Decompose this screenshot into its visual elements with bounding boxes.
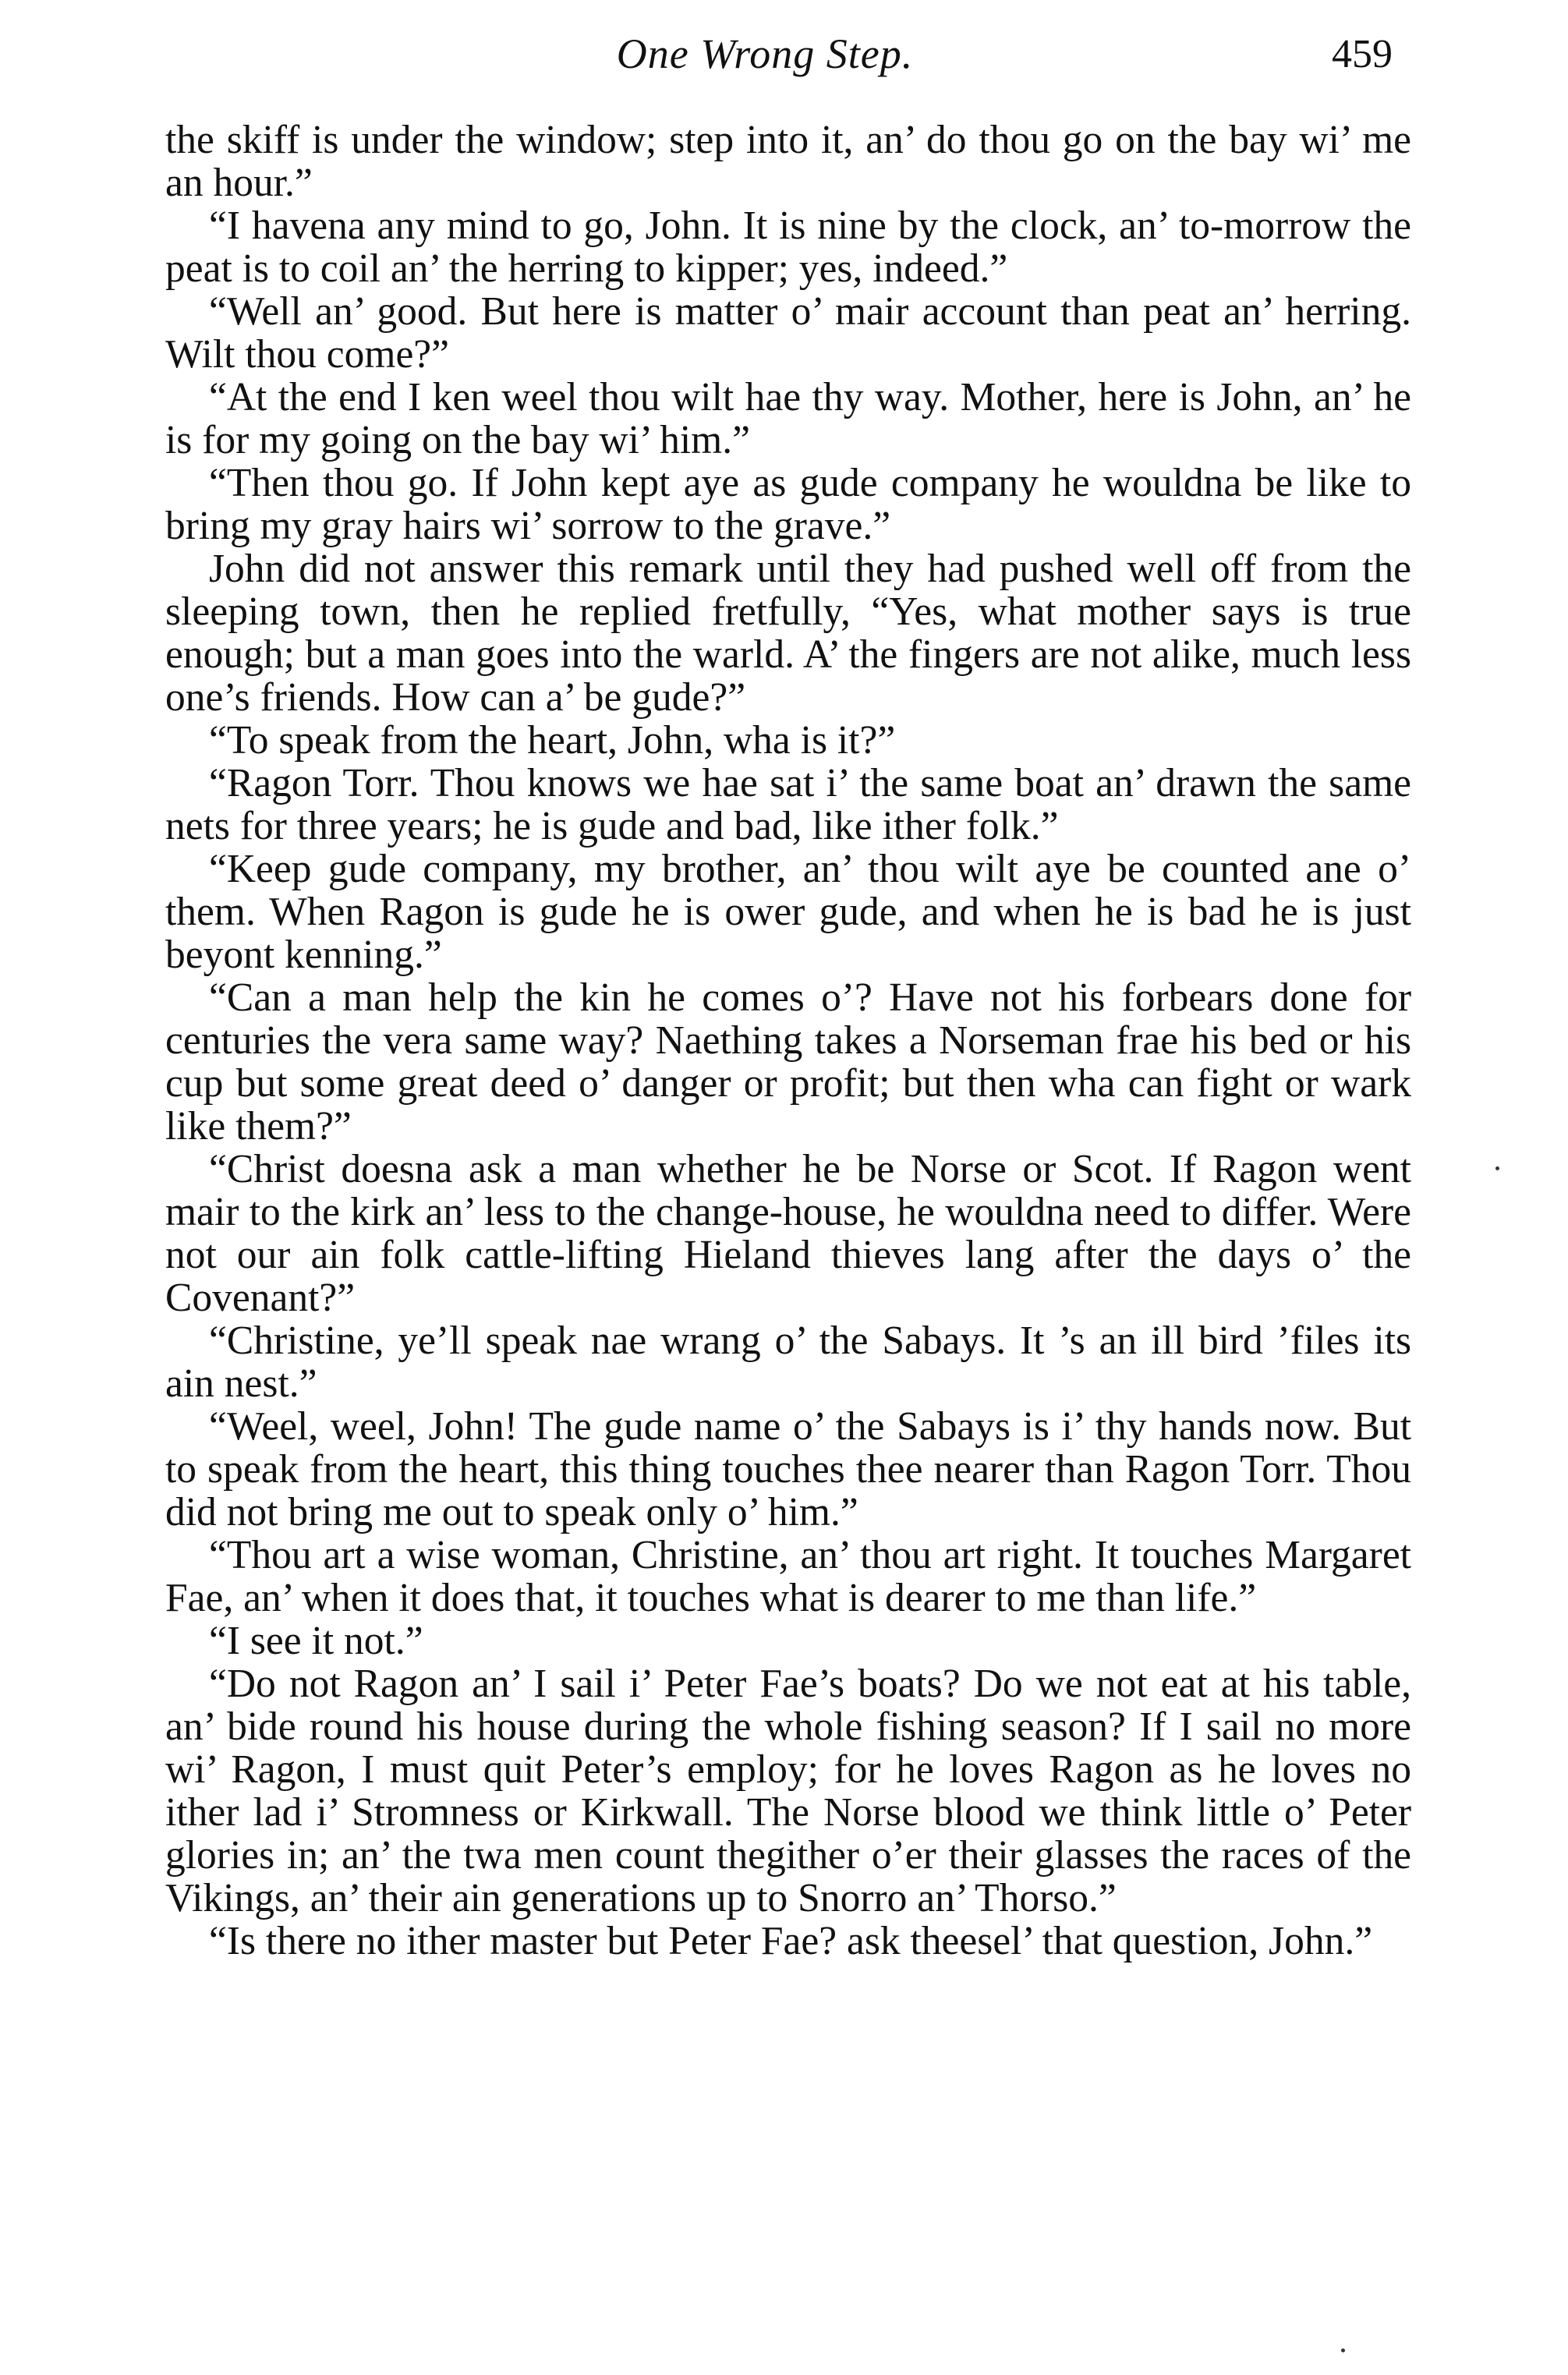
paragraph: “Christ doesna ask a man whether he be Norse or Scot. If Ragon went mair to the kirk an’ less to the change-house, he wouldna need to differ. Were not our ain folk cattle-lifting Hieland thieves lang after the days o’ the Covenant?” (165, 1147, 1411, 1320)
paragraph: “To speak from the heart, John, wha is it?” (209, 718, 896, 763)
stray-mark (1341, 2348, 1345, 2352)
page-number: 459 (1332, 32, 1393, 76)
paragraph: “I see it not.” (209, 1619, 423, 1663)
paragraph: “Then thou go. If John kept aye as gude company he wouldna be like to bring my gray hairs wi’ sorrow to the grave.” (165, 461, 1411, 548)
body-text (165, 119, 1411, 1963)
paragraph: “Do not Ragon an’ I sail i’ Peter Fae’s boats? Do we not eat at his table, an’ bide round his house during the whole fishing season? If I sail no more wi’ Ragon, I must quit Peter’s employ; for he loves Ragon as he loves no ither lad i’ Stromness or Kirkwall. The Norse blood we think little o’ Peter glories in; an’ the twa men count thegither o’er their glasses the races of the Vikings, an’ their ain generations up to Snorro an’ Thorso.” (165, 1662, 1411, 1920)
paragraph: the skiff is under the window; step into it, an’ do thou go on the bay wi’ me an hour.” (165, 118, 1411, 205)
paragraph: “Weel, weel, John! The gude name o’ the Sabays is i’ thy hands now. But to speak from the heart, this thing touches thee nearer than Ragon Torr. Thou did not bring me out to speak only o’ him.” (165, 1404, 1411, 1534)
paragraph: “Well an’ good. But here is matter o’ mair account than peat an’ herring. Wilt thou come?” (165, 289, 1411, 377)
running-title: One Wrong Step. (616, 30, 914, 77)
paragraph: “Keep gude company, my brother, an’ thou wilt aye be counted ane o’ them. When Ragon is gude he is ower gude, and when he is bad he is just beyont kenning.” (165, 847, 1411, 977)
paragraph: “Ragon Torr. Thou knows we hae sat i’ the same boat an’ drawn the same nets for three years; he is gude and bad, like ither folk.” (165, 761, 1411, 848)
paragraph: “At the end I ken weel thou wilt hae thy way. Mother, here is John, an’ he is for my going on the bay wi’ him.” (165, 375, 1411, 462)
paragraph: “I havena any mind to go, John. It is nine by the clock, an’ to-morrow the peat is to coil an’ the herring to kipper; yes, indeed.” (165, 204, 1411, 291)
stray-mark (1495, 1166, 1499, 1170)
paragraph: “Christine, ye’ll speak nae wrang o’ the Sabays. It ’s an ill bird ’files its ain nest.” (165, 1318, 1411, 1406)
paragraph: “Is there no ither master but Peter Fae? ask theesel’ that question, John.” (209, 1919, 1373, 1963)
paragraph: “Can a man help the kin he comes o’? Have not his forbears done for centuries the vera same way? Naething takes a Norseman frae his bed or his cup but some great deed o’ danger or profit; but then wha can fight or wark like them?” (165, 975, 1411, 1149)
paragraph: John did not answer this remark until they had pushed well off from the sleeping town, then he replied fretfully, “Yes, what mother says is true enough; but a man goes into the warld. A’ the fingers are not alike, much less one’s friends. How can a’ be gude?” (165, 547, 1411, 720)
paragraph: “Thou art a wise woman, Christine, an’ thou art right. It touches Margaret Fae, an’ when it does that, it touches what is dearer to me than life.” (165, 1533, 1411, 1620)
